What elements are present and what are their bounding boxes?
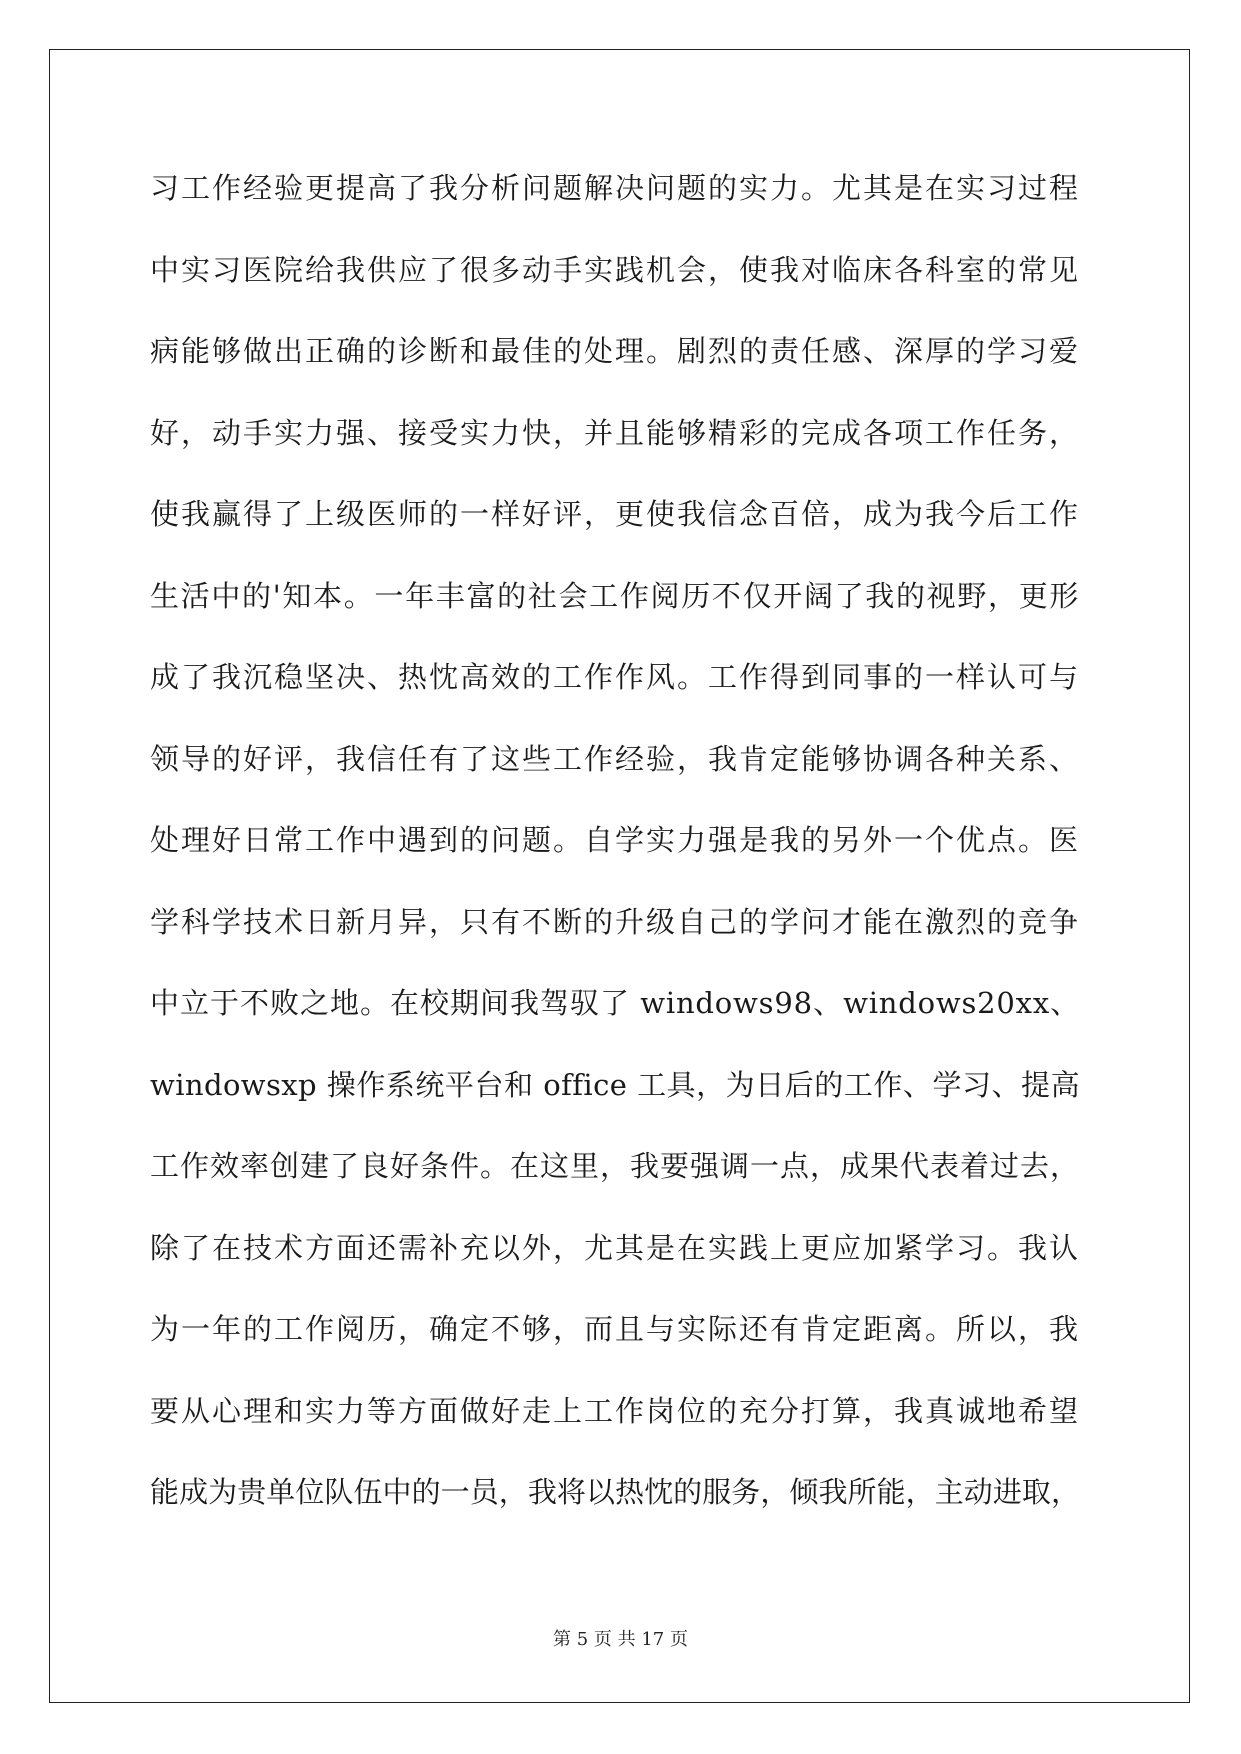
document-body — [150, 158, 1080, 1544]
page-number-footer: 第 5 页 共 17 页 — [553, 1629, 688, 1650]
text-line: 要从心理和实力等方面做好走上工作岗位的充分打算，我真诚地希望 — [150, 1393, 1081, 1428]
text-line: 学科学技术日新月异，只有不断的升级自己的学问才能在激烈的竞争 — [150, 904, 1081, 939]
text-line: 除了在技术方面还需补充以外，尤其是在实践上更应加紧学习。我认 — [150, 1230, 1081, 1265]
text-line: 成了我沉稳坚决、热忱高效的工作作风。工作得到同事的一样认可与 — [150, 660, 1081, 694]
text-line: 生活中的'知本。一年丰富的社会工作阅历不仅开阔了我的视野，更形 — [150, 578, 1080, 613]
text-line: 中实习医院给我供应了很多动手实践机会，使我对临床各科室的常见 — [150, 252, 1081, 287]
text-line: 病能够做出正确的诊断和最佳的处理。剧烈的责任感、深厚的学习爱 — [150, 334, 1081, 368]
text-line: 使我赢得了上级医师的一样好评，更使我信念百倍，成为我今后工作 — [150, 497, 1081, 531]
text-line: 能成为贵单位队伍中的一员，我将以热忱的服务，倾我所能，主动进取， — [150, 1475, 1080, 1509]
text-line: 中立于不败之地。在校期间我驾驭了 windows98、windows20xx、 — [150, 986, 1080, 1020]
text-line: 工作效率创建了良好条件。在这里，我要强调一点，成果代表着过去， — [150, 1149, 1081, 1183]
text-line: 好，动手实力强、接受实力快，并且能够精彩的完成各项工作任务， — [150, 415, 1081, 450]
text-line: windowsxp 操作系统平台和 office 工具，为日后的工作、学习、提高 — [150, 1067, 1080, 1102]
text-line: 为一年的工作阅历，确定不够，而且与实际还有肯定距离。所以，我 — [150, 1312, 1081, 1346]
text-line: 处理好日常工作中遇到的问题。自学实力强是我的另外一个优点。医 — [150, 823, 1081, 857]
text-line: 领导的好评，我信任有了这些工作经验，我肯定能够协调各种关系、 — [150, 741, 1081, 776]
text-line: 习工作经验更提高了我分析问题解决问题的实力。尤其是在实习过程 — [150, 171, 1081, 205]
